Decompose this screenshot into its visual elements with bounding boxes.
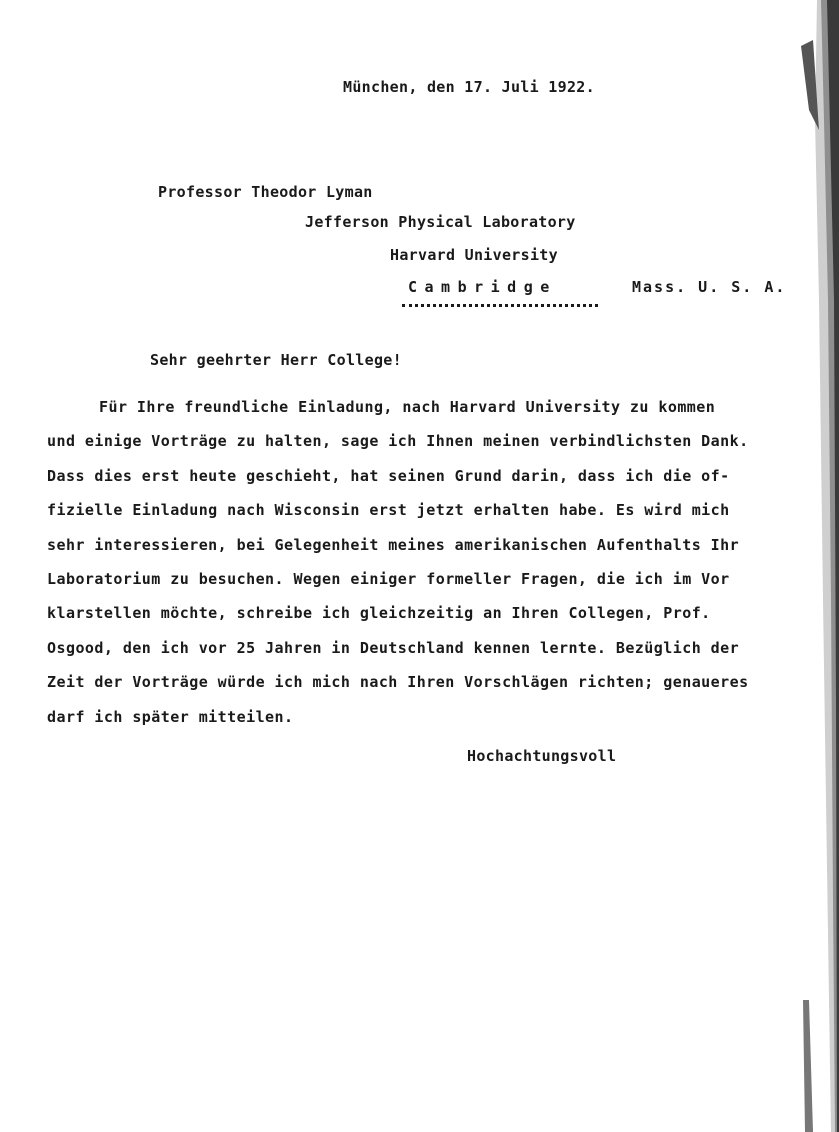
scan-edge-shadow: [779, 0, 839, 1132]
body-line: klarstellen möchte, schreibe ich gleichzeitig an Ihren Collegen, Prof.: [47, 604, 711, 623]
recipient-university: Harvard University: [390, 246, 558, 264]
body-line: Für Ihre freundliche Einladung, nach Harvard University zu kommen: [99, 398, 716, 416]
recipient-institution: Jefferson Physical Laboratory: [305, 213, 576, 231]
body-line: fizielle Einladung nach Wisconsin erst jetzt erhalten habe. Es wird mich: [47, 501, 730, 520]
body-line: Osgood, den ich vor 25 Jahren in Deutschland kennen lernte. Bezüglich der: [47, 638, 740, 657]
body-line: Zeit der Vorträge würde ich mich nach Ihren Vorschlägen richten; genaueres: [47, 673, 749, 692]
closing: Hochachtungsvoll: [467, 747, 617, 765]
body-line: und einige Vorträge zu halten, sage ich Ihnen meinen verbindlichsten Dank.: [47, 432, 749, 451]
dateline: München, den 17. Juli 1922.: [343, 78, 595, 96]
recipient-city: Cambridge: [408, 278, 557, 296]
body-line: Dass dies erst heute geschieht, hat seinen Grund darin, dass ich die of-: [47, 466, 730, 485]
letter-body: [47, 396, 837, 740]
salutation: Sehr geehrter Herr College!: [150, 351, 402, 369]
body-line: Laboratorium zu besuchen. Wegen einiger formeller Fragen, die ich im Vor: [47, 569, 730, 588]
body-line: sehr interessieren, bei Gelegenheit meines amerikanischen Aufenthalts Ihr: [47, 535, 740, 554]
recipient-name: Professor Theodor Lyman: [158, 183, 373, 201]
city-underline: [402, 304, 598, 307]
recipient-region: Mass. U. S. A.: [632, 278, 787, 296]
body-line: darf ich später mitteilen.: [47, 707, 294, 726]
